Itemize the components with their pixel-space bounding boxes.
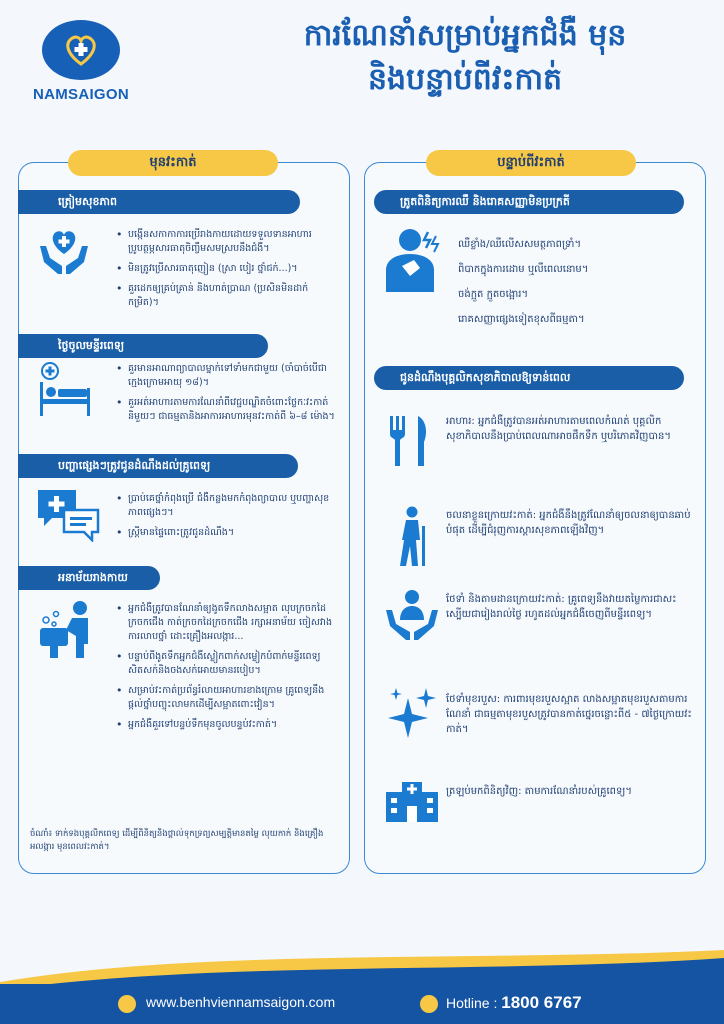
notify-doctor-list [116, 492, 338, 546]
handwash-icon [36, 600, 96, 664]
list-item: រោគសញ្ញាផ្សេងទៀតខុសពីធម្មតា។ [458, 314, 585, 325]
list-item: ចង់ក្អួត ក្អួតចង្អោរ។ [458, 289, 529, 300]
phone-icon [420, 995, 438, 1013]
heart-hands-icon [36, 224, 92, 282]
before-surgery-heading: មុនវះកាត់ [68, 150, 278, 176]
list-item: ឈឺខ្លាំង/ឈឺលើសសមត្ថភាពទ្រាំ។ [458, 239, 582, 250]
info-movement: ចលនាខ្លួនក្រោយវះកាត់: អ្នកជំងឺនឹងត្រូវណែនាំឲ្យចលនាឲ្យបានឆាប់បំផុត ដើម្បីជំរុញការស្តារសុខភាពឡើងវិញ។ [446, 510, 691, 536]
website-link[interactable]: www.benhviennamsaigon.com [146, 994, 336, 1010]
admission-day-list [116, 362, 338, 430]
section-bar-monitor-pain: ត្រូតពិនិត្យការឈឺ និងរោគសញ្ញាមិនប្រក្រតី [374, 190, 684, 214]
section-bar-admission-day: ថ្ងៃចូលមន្ទីរពេទ្យ [18, 334, 268, 358]
hygiene-list [116, 602, 338, 738]
list-item: • គួរមានអាណាព្យាបាលម្នាក់ទៅទាំមកជាមួយ (ចាំបាច់បើជាក្មេងក្រោមអាយុ ១៨)។ [116, 362, 338, 390]
info-recheck: ត្រឡប់មកពិនិត្យវិញ: តាមការណែនាំរបស់គ្រូពេទ្យ។ [446, 786, 632, 797]
pain-person-icon [380, 226, 446, 296]
list-item: • គួរដេកឲ្យគ្រប់គ្រាន់ និងហាត់ប្រាណ (ប្រសិនមិនដាក់កម្រិត)។ [116, 282, 338, 310]
list-item: • បង្កើនសកាកាការប្រើរាងកាយដោយទទួលទានអាហារប្រូបត្ថម្ភសារធាតុចិញ្ចឹមសមស្របនឹងជំងឺ។ [116, 228, 338, 256]
heart-logo-icon [42, 20, 120, 80]
hospital-bed-icon [36, 362, 94, 422]
hotline-label: Hotline : [446, 995, 498, 1011]
hospital-building-icon [384, 780, 440, 828]
health-prep-list [116, 228, 338, 316]
section-bar-hygiene: អនាម័យរាងកាយ [18, 566, 160, 590]
note-text: ចំណាំ៖ ទាក់ទងបុគ្គលិកពេទ្យ ដើម្បីពិនិត្យនិងថ្ពាល់ទុកទ្រព្យសម្បត្តិមានតម្លៃ លុយកាក់ និងគ្រឿងអលង្ការ មុនពេលវះកាត់។ [30, 829, 324, 852]
list-item: ពិបាកក្នុងការដោម ឬលឺពេលនោម។ [458, 264, 589, 275]
page-title [225, 14, 705, 102]
list-item: • គួរអត់អាហារតាមការណែនាំពីវេជ្ជបណ្ឌិតចំពោះថ្លែកៈវះកាត់និមួយៗ ជាធម្មតានិងអាការអាហារមុនវះកាត់ពី ៦–៨ ម៉ោង។ [116, 396, 338, 424]
monitor-pain-list [458, 238, 688, 338]
info-followup: ថែទាំ និងតាមដានក្រោយវះកាត់: គ្រូពេទ្យនឹងវាយតម្លៃការជាសះស្បើយជារៀងរាល់ថ្ងៃ រហូតដល់អ្នកជំងឺចេញពីមន្ទីរពេទ្យ។ [446, 594, 677, 620]
info-meal: អាហារ: អ្នកជំងឺត្រូវបានអត់អាហារតាមពេលកំណត់ បុគ្គលិកសុខាភិបាលនឹងប្រាប់ពេលណាអាចផឹកទឹក ឬបរិភោគវិញបាន។ [446, 416, 671, 442]
title-line-1: ការណែនាំសម្រាប់អ្នកជំងឺ មុន [303, 18, 627, 53]
list-item: • អ្នកជំងឺត្រូវបានណែនាំឲ្យងូតទឹកលាងសម្អាត លុបក្រចកដៃក្រចកជើង កាត់ក្រចកដៃក្រចកជើង រក្សាអនាម័យ ចៀសវាងការលាបថ្នាំ ដោះគ្រឿងអលង្ការ... [116, 602, 338, 644]
sparkle-icon [388, 688, 436, 744]
list-item: • ស្ត្រីមានផ្ទៃពោះត្រូវជូនដំណឹង។ [116, 526, 338, 540]
hotline[interactable] [446, 993, 582, 1013]
brand-name: NAMSAIGON [32, 86, 130, 103]
brand-logo [22, 20, 140, 110]
after-surgery-heading: បន្ទាប់ពីវះកាត់ [426, 150, 636, 176]
title-line-2: និងបន្ទាប់ពីវះកាត់ [367, 62, 563, 97]
hotline-number: 1800 6767 [501, 993, 582, 1012]
section-bar-notify-doctor: បញ្ហាផ្សេងៗត្រូវជូនដំណឹងដល់គ្រូពេទ្យ [18, 454, 298, 478]
section-bar-health-prep: ត្រៀមសុខភាព [18, 190, 300, 214]
medical-chat-icon [36, 486, 100, 546]
fork-knife-icon [388, 414, 430, 472]
care-hands-icon [384, 588, 440, 648]
list-item: • បន្ទាប់ពីងូតទឹកអ្នកជំងឺស្លៀកពាក់សម្លៀកបំពាក់មន្ទីរពេទ្យ សិតសក់និងចងសក់អោយមានរបៀប។ [116, 650, 338, 678]
list-item: • សម្រាប់វះកាត់ប្រព័ន្ធរំលាយអាហារខាងក្រោម គ្រូពេទ្យនឹងផ្តល់ថ្នាំបញ្ចុះលាមកដើម្បីសម្អាតពោះវៀន។ [116, 684, 338, 712]
list-item: • អ្នកជំងឺគួរទៅបន្ទប់ទឹកមុនចូលបន្ទប់វះកាត់។ [116, 718, 338, 732]
walking-icon [392, 506, 432, 572]
footer-bar [0, 984, 724, 1024]
globe-icon [118, 995, 136, 1013]
list-item: • មិនត្រូវប្រើសារធាតុញៀន (ស្រា បៀរ ថ្នាំជក់...)។ [116, 262, 338, 276]
section-bar-inform-staff: ជូនដំណឹងបុគ្គលិកសុខាភិបាលឱ្យទាន់ពេល [374, 366, 684, 390]
info-wound-care: ថែទាំមុខរបួស: ការពារមុខរបួសស្អាត លាងសម្អាតមុខរបួសតាមការណែនាំ ជាធម្មតាមុខរបួសត្រូវបានកាត់ថ្នេរចន្លោះពី៥ - ៧ថ្ងៃក្រោយវះកាត់។ [446, 694, 692, 735]
list-item: • ប្រាប់គេថ្នាំកំពុងប្រើ ជំងឺកន្លងមកកំពុងព្យាបាល ឬបញ្ហាសុខភាពផ្សេងៗ។ [116, 492, 338, 520]
